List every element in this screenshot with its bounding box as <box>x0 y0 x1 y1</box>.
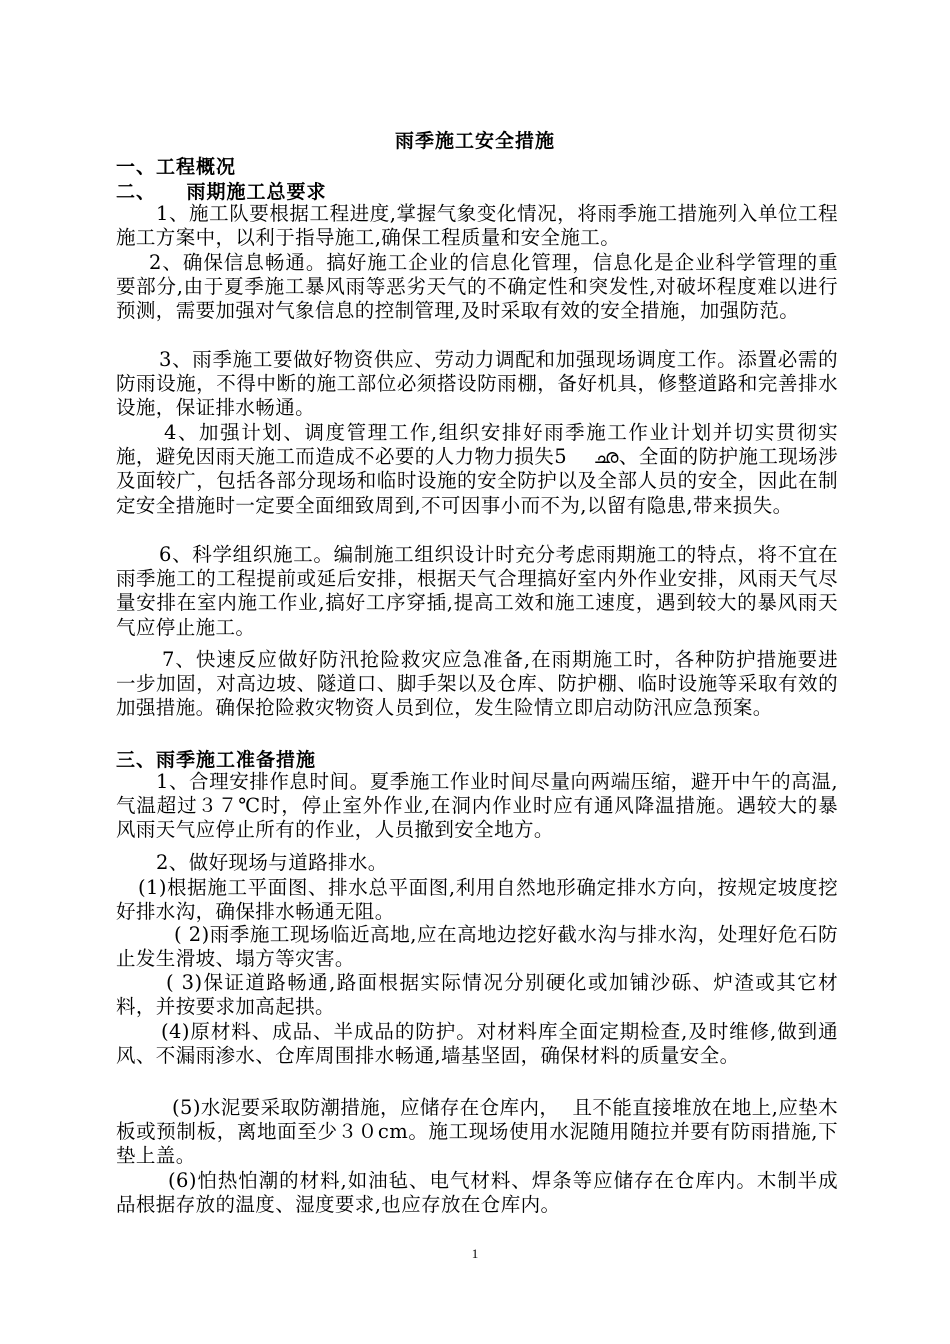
paragraph-prep-2-5: (5)水泥要采取防潮措施，应储存在仓库内， 且不能直接堆放在地上,应垫木板或预制板，离地面至少３０cm。施工现场使用水泥随用随拉并要有防雨措施,下垫上盖。 <box>116 1096 838 1168</box>
paragraph-prep-2-2: ( 2)雨季施工现场临近高地,应在高地边挖好截水沟与排水沟，处理好危石防止发生滑坡、塌方等灾害。 <box>116 923 838 971</box>
paragraph-req-1: 1、施工队要根据工程进度,掌握气象变化情况，将雨季施工措施列入单位工程施工方案中，以利于指导施工,确保工程质量和安全施工。 <box>116 202 838 250</box>
paragraph-prep-2-6: (6)怕热怕潮的材料,如油毡、电气材料、焊条等应储存在仓库内。木制半成品根据存放的温度、湿度要求,也应存放在仓库内。 <box>116 1169 838 1217</box>
paragraph-req-2: 2、确保信息畅通。搞好施工企业的信息化管理，信息化是企业科学管理的重要部分,由于夏季施工暴风雨等恶劣天气的不确定性和突发性,对破坏程度难以进行预测，需要加强对气象信息的控制管理,及时采取有效的安全措施，加强防范。 <box>116 251 838 323</box>
paragraph-prep-1: 1、合理安排作息时间。夏季施工作业时间尽量向两端压缩，避开中午的高温,气温超过３７℃时，停止室外作业,在洞内作业时应有通风降温措施。遇较大的暴风雨天气应停止所有的作业，人员撤到安全地方。 <box>116 770 838 842</box>
paragraph-prep-2-1: (1)根据施工平面图、排水总平面图,利用自然地形确定排水方向，按规定坡度挖好排水沟，确保排水畅通无阻。 <box>116 876 838 924</box>
section-heading-preparation: 三、雨季施工准备措施 <box>116 749 317 771</box>
paragraph-req-7: 7、快速反应做好防汛抢险救灾应急准备,在雨期施工时，各种防护措施要进一步加固，对高边坡、隧道口、脚手架以及仓库、防护棚、临时设施等采取有效的加强措施。确保抢险救灾物资人员到位，发生险情立即启动防汛应急预案。 <box>116 648 838 720</box>
page-number: 1 <box>471 1246 479 1261</box>
paragraph-prep-2: 2、做好现场与道路排水。 <box>156 851 388 874</box>
document-title: 雨季施工安全措施 <box>394 130 555 152</box>
paragraph-prep-2-4: (4)原材料、成品、半成品的防护。对材料库全面定期检查,及时维修,做到通风、不漏雨渗水、仓库周围排水畅通,墙基坚固，确保材料的质量安全。 <box>116 1020 838 1068</box>
section-heading-overview: 一、工程概况 <box>116 156 237 178</box>
paragraph-req-6: 6、科学组织施工。编制施工组织设计时充分考虑雨期施工的特点，将不宜在雨季施工的工程提前或延后安排，根据天气合理搞好室内外作业安排，风雨天气尽量安排在室内施工作业,搞好工序穿插,提高工效和施工速度，遇到较大的暴风雨天气应停止施工。 <box>116 543 838 639</box>
paragraph-prep-2-3: ( 3)保证道路畅通,路面根据实际情况分别硬化或加铺沙砾、炉渣或其它材料，并按要求加高起拱。 <box>116 971 838 1019</box>
paragraph-req-4-5: 4、加强计划、调度管理工作,组织安排好雨季施工作业计划并切实贯彻实施，避免因雨天施工而造成不必要的人力物力损失5 ഛ、全面的防护施工现场涉及面较广，包括各部分现场和临时设施的安全防护以及全部人员的安全，因此在制定安全措施时一定要全面细致周到,不可因事小而不为,以留有隐患,带来损失。 <box>116 421 838 517</box>
section-heading-requirements: 二、 雨期施工总要求 <box>116 181 327 203</box>
paragraph-req-3: 3、雨季施工要做好物资供应、劳动力调配和加强现场调度工作。添置必需的防雨设施，不得中断的施工部位必须搭设防雨棚，备好机具，修整道路和完善排水设施，保证排水畅通。 <box>116 348 838 420</box>
